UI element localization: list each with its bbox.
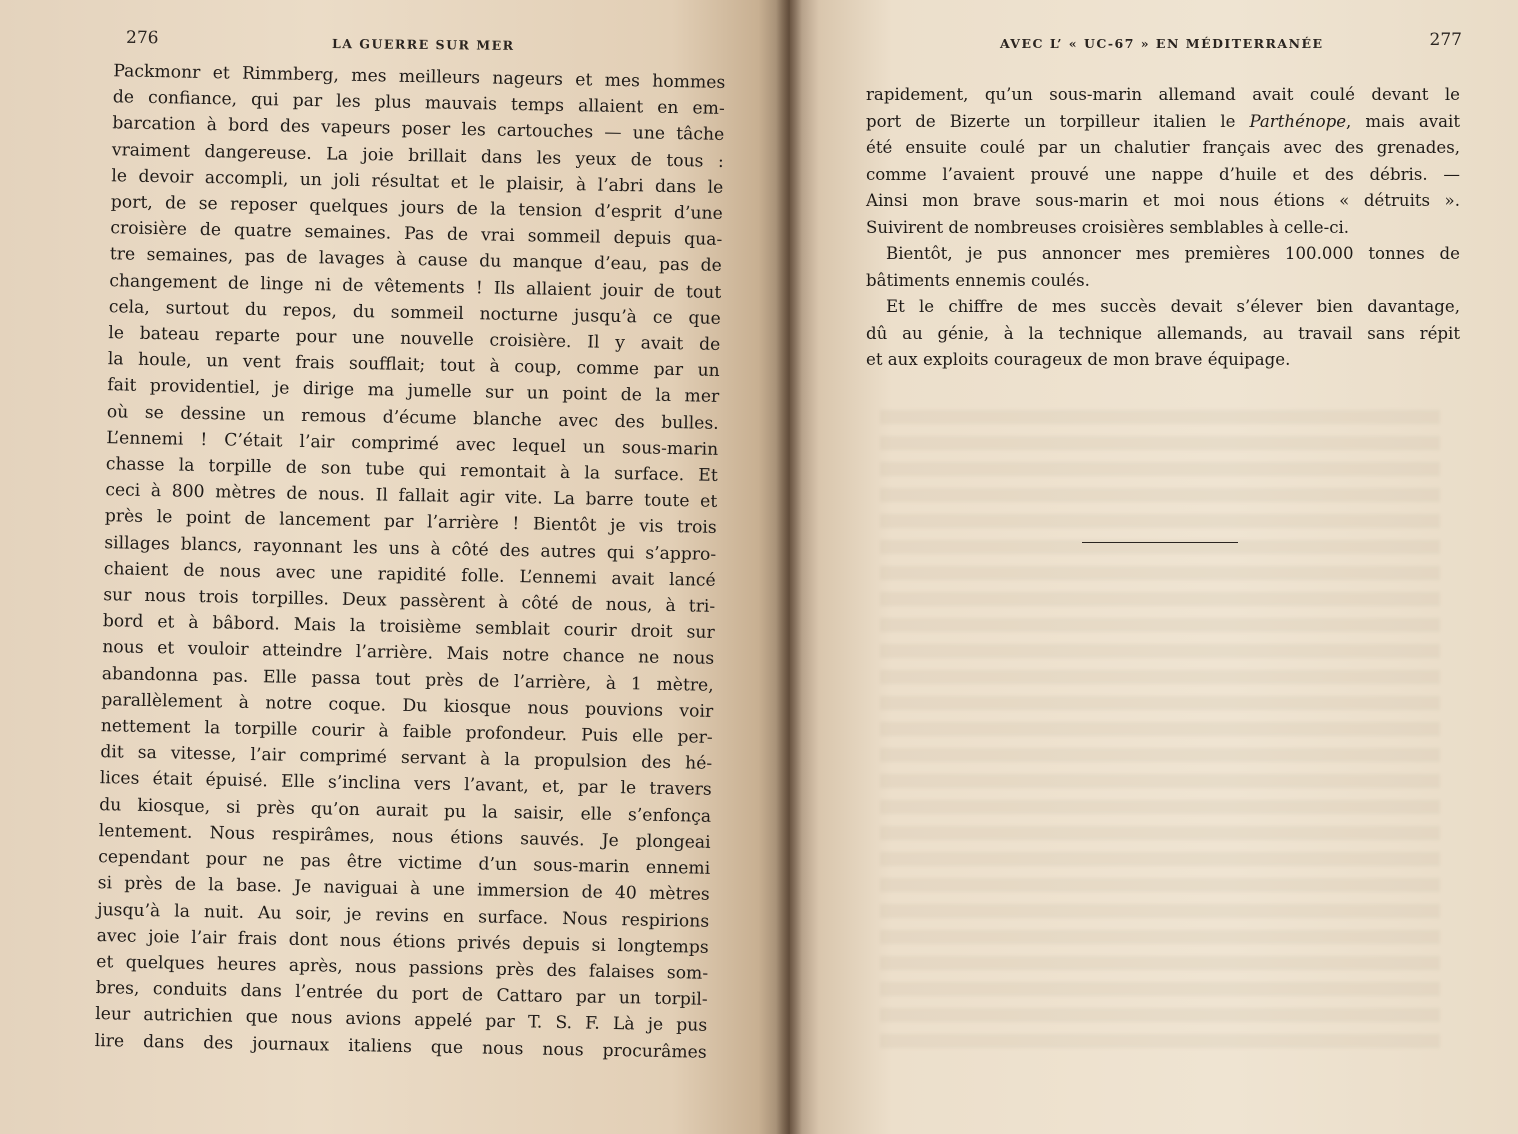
text-line: rapidement, qu’un sous-marin allemand avait coulé devant le	[866, 85, 1460, 104]
text-line: et quelques heures après, nous passions près des falaises som-	[96, 951, 709, 984]
text-line: la houle, un vent frais soufflait; tout à coup, comme par un	[107, 349, 720, 382]
text-line	[866, 109, 1460, 136]
text-line: chaient de nous avec une rapidité folle. L’ennemi avait lancé	[103, 558, 716, 591]
text-line: Et le chiffre de mes succès devait s’élever bien davantage,	[886, 297, 1460, 316]
text-line: tre semaines, pas de lavages à cause du manque d’eau, pas de	[109, 244, 722, 277]
right-page-header	[1000, 30, 1462, 60]
text-line: dit sa vitesse, l’air comprimé servant à la propulsion des hé-	[100, 742, 713, 775]
ship-name: Parthénope	[1249, 111, 1347, 131]
text-fragment: , mais avait	[1346, 111, 1460, 131]
left-running-title: LA GUERRE SUR MER	[331, 36, 515, 53]
text-line: changement de linge ni de vêtements ! Ils allaient jouir de tout	[109, 270, 722, 303]
text-line: ceci à 800 mètres de nous. Il fallait agir vite. La barre toute et	[105, 480, 718, 513]
show-through-texture	[880, 410, 1440, 1050]
text-line: lentement. Nous respirâmes, nous étions sauvés. Je plongeai	[98, 820, 711, 853]
text-line: dû au génie, à la technique allemands, au travail sans répit	[866, 323, 1460, 343]
text-line: bres, conduits dans l’entrée du port de Cattaro par un torpil-	[95, 978, 708, 1010]
right-page-number: 277	[1429, 30, 1462, 50]
text-line: jusqu’à la nuit. Au soir, je revins en surface. Nous respirions	[97, 899, 710, 932]
text-line: chasse la torpille de son tube qui remontait à la surface. Et	[105, 454, 718, 486]
text-line: où se dessine un remous d’écume blanche avec des bulles.	[106, 401, 719, 434]
text-line: vraiment dangereuse. La joie brillait dans les yeux de tous :	[111, 139, 724, 172]
left-page-header	[120, 28, 540, 62]
text-line: croisière de quatre semaines. Pas de vrai sommeil depuis qua-	[110, 218, 723, 251]
text-line: Bientôt, je pus annoncer mes premières 100.000 tonnes de	[886, 244, 1460, 263]
text-line: L’ennemi ! C’était l’air comprimé avec lequel un sous-marin	[106, 427, 719, 460]
text-line: près le point de lancement par l’arrière ! Bientôt je vis trois	[104, 506, 717, 539]
section-divider	[1082, 542, 1238, 543]
text-line: et aux exploits courageux de mon brave équipage.	[866, 350, 1291, 369]
text-line: Packmonr et Rimmberg, mes meilleurs nageurs et mes hommes	[113, 61, 726, 93]
text-line: comme l’avaient prouvé une nappe d’huile et des débris. —	[866, 164, 1460, 184]
text-line: leur autrichien que nous avions appelé par T. S. F. Là je pus	[95, 1004, 708, 1037]
left-body-text	[94, 58, 725, 1065]
text-line: barcation à bord des vapeurs poser les cartouches — une tâche	[112, 113, 725, 146]
text-line: du kiosque, si près qu’on aurait pu la saisir, elle s’enfonça	[99, 794, 712, 827]
text-line: nettement la torpille courir à faible profondeur. Puis elle per-	[100, 716, 713, 748]
text-line: bâtiments ennemis coulés.	[866, 270, 1090, 290]
text-line: port, de se reposer quelques jours de la tension d’esprit d’une	[110, 192, 723, 224]
text-line: lire dans des journaux italiens que nous nous procurâmes	[94, 1030, 707, 1063]
text-line: si près de la base. Je naviguai à une immersion de 40 mètres	[97, 873, 710, 906]
book-gutter	[776, 0, 802, 1134]
text-line: nous et vouloir atteindre l’arrière. Mais notre chance ne nous	[102, 637, 715, 670]
text-line: avec joie l’air frais dont nous étions privés depuis si longtemps	[96, 925, 709, 958]
text-line: sillages blancs, rayonnant les uns à côté des autres qui s’appro-	[104, 532, 717, 565]
text-line: lices était épuisé. Elle s’inclina vers l’avant, et, par le travers	[99, 768, 712, 801]
text-line: le bateau reparte pour une nouvelle croisière. Il y avait de	[108, 323, 721, 355]
text-line: abandonna pas. Elle passa tout près de l’arrière, à 1 mètre,	[101, 663, 714, 696]
text-fragment: port de Bizerte un torpilleur italien le	[866, 111, 1250, 131]
right-body-text	[866, 82, 1460, 374]
text-line: cependant pour ne pas être victime d’un sous-marin ennemi	[98, 847, 711, 879]
text-line: parallèlement à notre coque. Du kiosque nous pouvions voir	[101, 689, 714, 722]
text-line: Suivirent de nombreuses croisières semblables à celle-ci.	[866, 217, 1350, 237]
text-line: le devoir accompli, un joli résultat et le plaisir, à l’abri dans le	[111, 166, 724, 198]
text-line: sur nous trois torpilles. Deux passèrent à côté de nous, à tri-	[103, 585, 716, 617]
text-line: de confiance, qui par les plus mauvais temps allaient en em-	[112, 87, 725, 120]
text-line: cela, surtout du repos, du sommeil nocturne jusqu’à ce que	[108, 297, 721, 329]
text-line: été ensuite coulé par un chalutier français avec des grenades,	[866, 138, 1460, 157]
right-running-title: AVEC L’ « UC-67 » EN MÉDITERRANÉE	[1000, 36, 1324, 51]
text-line: fait providentiel, je dirige ma jumelle sur un point de la mer	[107, 375, 720, 408]
left-page-number: 276	[125, 27, 159, 49]
text-line: bord et à bâbord. Mais la troisième semblait courir droit sur	[102, 611, 715, 644]
text-line: Ainsi mon brave sous-marin et moi nous étions « détruits ».	[866, 191, 1460, 210]
